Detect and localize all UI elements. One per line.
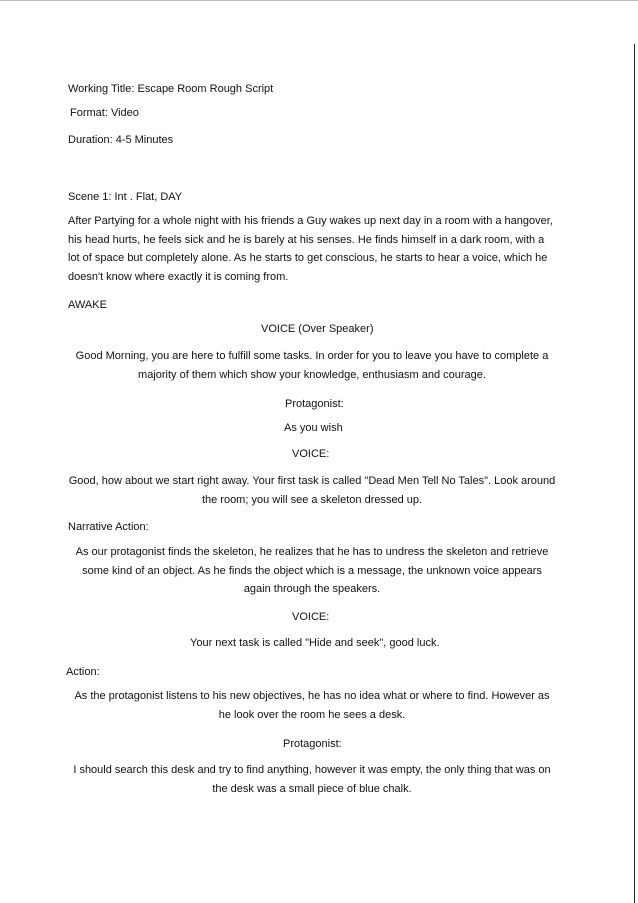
- dialogue-first-task: Good, how about we start right away. Your first task is called "Dead Men Tell No Tales". Look around the room; you will see a skeleton dressed up.: [68, 475, 556, 506]
- duration-line: Duration: 4-5 Minutes: [68, 134, 174, 146]
- voice-over-speaker-label: VOICE (Over Speaker): [261, 323, 374, 335]
- dialogue-desk: I should search this desk and try to find anything, however it was empty, the only thing that was on the desk was a small piece of blue chalk.: [73, 764, 551, 795]
- scene-heading: Scene 1: Int . Flat, DAY: [68, 191, 183, 203]
- protagonist-label-2: Protagonist:: [283, 738, 342, 750]
- scene-description: After Partying for a whole night with his friends a Guy wakes up next day in a room with a hangover, his head hurts, he feels sick and he is barely at his senses. He finds himself in a dark room, with a lot of space but completely alone. As he starts to get conscious, he starts to hear a voice, which he doesn't know where exactly it is coming from.: [68, 215, 553, 283]
- voice-label-1: VOICE:: [292, 448, 330, 460]
- right-border: [634, 44, 635, 903]
- narrative-action-text: As our protagonist finds the skeleton, he realizes that he has to undress the skeleton and retrieve some kind of an object. As he finds the object which is a message, the unknown voice appears again through the speakers.: [75, 546, 549, 595]
- top-border: [0, 0, 638, 1]
- voice-label-2: VOICE:: [292, 611, 330, 623]
- dialogue-as-you-wish: As you wish: [284, 422, 343, 434]
- narrative-action-label: Narrative Action:: [68, 521, 149, 533]
- action-label: Action:: [66, 666, 100, 678]
- dialogue-next-task: Your next task is called "Hide and seek", good luck.: [190, 637, 440, 649]
- action-text: As the protagonist listens to his new objectives, he has no idea what or where to find. However as he look over the room he sees a desk.: [74, 690, 550, 721]
- protagonist-label-1: Protagonist:: [285, 398, 344, 410]
- awake-label: AWAKE: [68, 299, 107, 311]
- working-title: Working Title: Escape Room Rough Script: [68, 83, 274, 95]
- dialogue-good-morning: Good Morning, you are here to fulfill some tasks. In order for you to leave you have to complete a majority of them which show your knowledge, enthusiasm and courage.: [75, 350, 549, 381]
- format-line: Format: Video: [70, 107, 139, 119]
